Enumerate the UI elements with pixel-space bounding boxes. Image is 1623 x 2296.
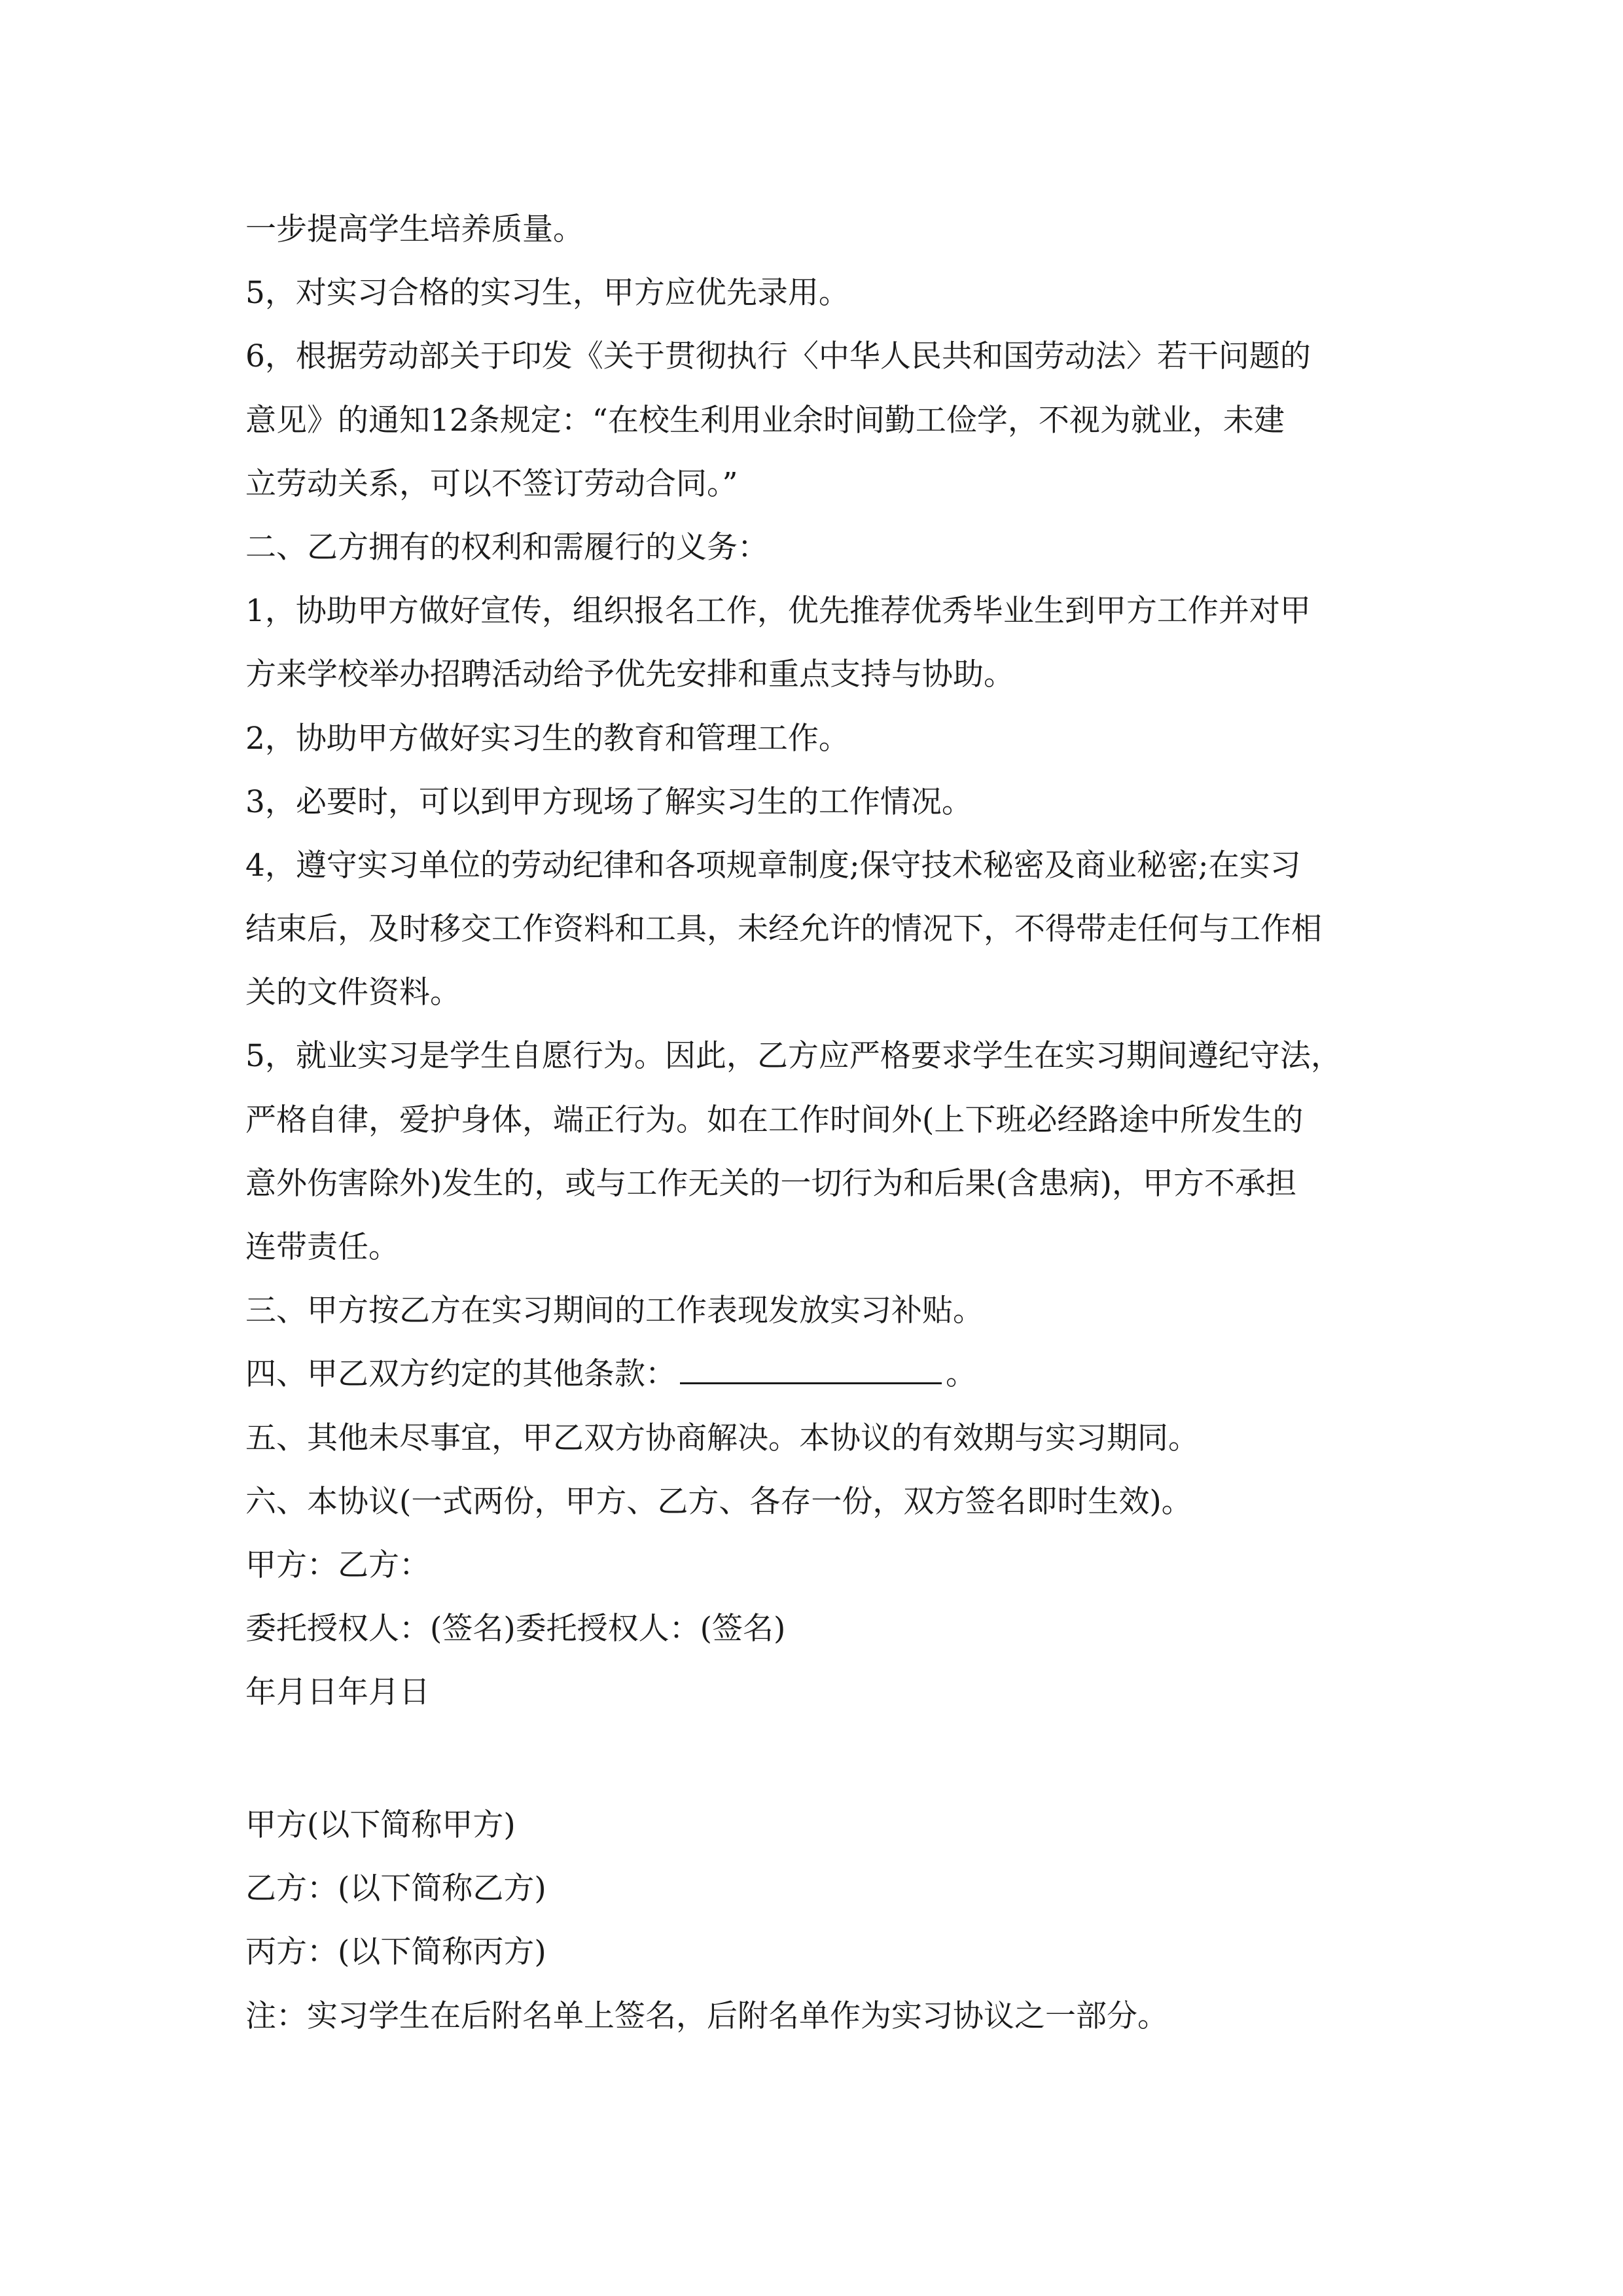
body-line: 意见》的通知12条规定：“在校生利用业余时间勤工俭学，不视为就业，未建 [245, 402, 1285, 439]
section-heading: 二、乙方拥有的权利和需履行的义务： [245, 529, 768, 565]
parties-section [245, 1793, 1378, 2048]
fill-in-blank [680, 1356, 942, 1384]
body-line: 结束后，及时移交工作资料和工具，未经允许的情况下，不得带走任何与工作相 [245, 911, 1322, 948]
agreement-body [245, 198, 1378, 1725]
signature-date: 年月日年月日 [245, 1674, 430, 1711]
body-line: 1，协助甲方做好宣传，组织报名工作，优先推荐优秀毕业生到甲方工作并对甲 [245, 593, 1311, 630]
clause-four-suffix: 。 [946, 1356, 976, 1393]
section-heading: 六、本协议(一式两份，甲方、乙方、各存一份，双方签名即时生效)。 [245, 1483, 1192, 1520]
clause-four-prefix: 四、甲乙双方约定的其他条款： [245, 1356, 676, 1393]
body-line: 意外伤害除外)发生的，或与工作无关的一切行为和后果(含患病)，甲方不承担 [245, 1165, 1297, 1202]
clause-four-line [245, 1342, 1378, 1406]
party-c-line: 丙方：(以下简称丙方) [245, 1934, 546, 1971]
body-line: 4，遵守实习单位的劳动纪律和各项规章制度;保守技术秘密及商业秘密;在实习 [245, 847, 1301, 884]
body-line: 6，根据劳动部关于印发《关于贯彻执行〈中华人民共和国劳动法〉若干问题的 [245, 338, 1311, 375]
body-line: 2，协助甲方做好实习生的教育和管理工作。 [245, 720, 849, 757]
body-line: 5，对实习合格的实习生，甲方应优先录用。 [245, 275, 849, 312]
body-line: 方来学校举办招聘活动给予优先安排和重点支持与协助。 [245, 656, 1014, 693]
signature-parties: 甲方：乙方： [245, 1547, 430, 1583]
body-line: 5，就业实习是学生自愿行为。因此，乙方应严格要求学生在实习期间遵纪守法， [245, 1038, 1342, 1075]
body-line: 立劳动关系，可以不签订劳动合同。” [245, 465, 738, 502]
body-line: 3，必要时，可以到甲方现场了解实习生的工作情况。 [245, 783, 972, 820]
note-line: 注：实习学生在后附名单上签名，后附名单作为实习协议之一部分。 [245, 1998, 1168, 2034]
party-b-line: 乙方：(以下简称乙方) [245, 1871, 546, 1907]
party-a-line: 甲方(以下简称甲方) [245, 1807, 516, 1843]
section-heading: 五、其他未尽事宜，甲乙双方协商解决。本协议的有效期与实习期同。 [245, 1420, 1199, 1456]
signature-authorized: 委托授权人：(签名)委托授权人：(签名) [245, 1611, 786, 1647]
body-line: 一步提高学生培养质量。 [245, 211, 584, 247]
body-line: 连带责任。 [245, 1229, 399, 1265]
body-line: 严格自律，爱护身体，端正行为。如在工作时间外(上下班必经路途中所发生的 [245, 1102, 1304, 1138]
section-heading: 三、甲方按乙方在实习期间的工作表现发放实习补贴。 [245, 1293, 984, 1329]
body-line: 关的文件资料。 [245, 975, 461, 1011]
